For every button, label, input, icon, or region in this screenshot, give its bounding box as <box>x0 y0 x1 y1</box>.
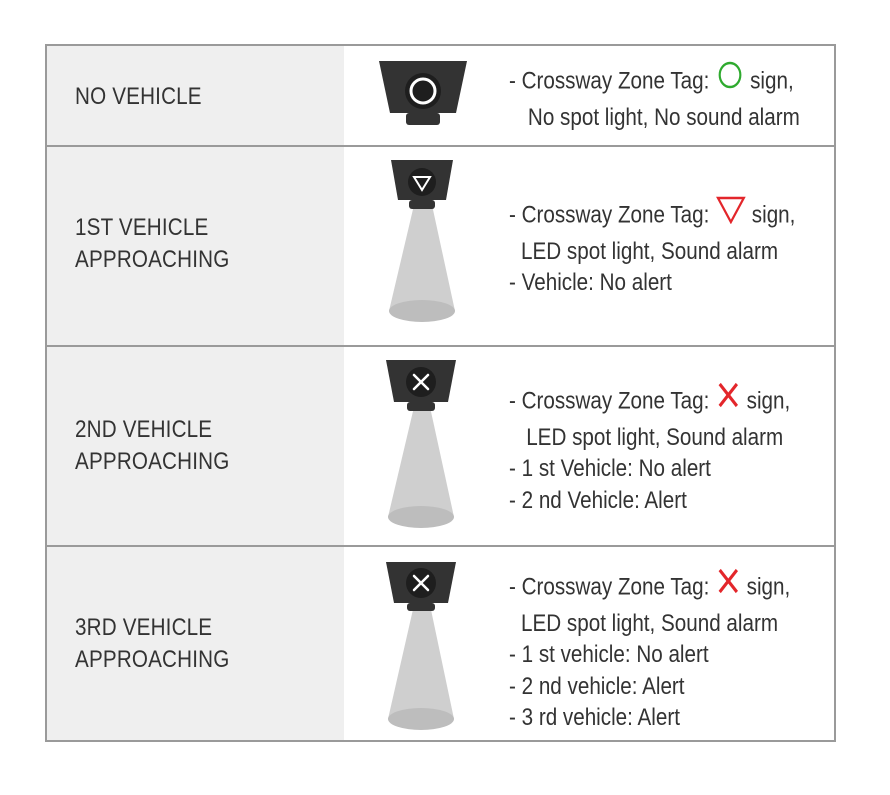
row-label: 1ST VEHICLE <box>75 214 209 241</box>
desc-line: LED spot light, Sound alarm <box>526 423 784 451</box>
row-description <box>509 63 800 133</box>
desc-line: - 3 rd vehicle: Alert <box>509 704 680 731</box>
desc-line: - 1 st Vehicle: No alert <box>509 455 711 482</box>
row-label: 2ND VEHICLE <box>75 416 213 443</box>
desc-prefix: - Crossway Zone Tag: <box>509 573 710 601</box>
desc-line: - Vehicle: No alert <box>509 269 672 296</box>
spot-light-beam <box>389 205 455 311</box>
status-table <box>45 44 836 742</box>
row-label-cell <box>47 46 344 145</box>
row-description <box>509 569 790 734</box>
table-row-no-vehicle <box>47 46 834 145</box>
row-label-cell <box>47 147 344 345</box>
row-description <box>509 197 795 299</box>
desc-line: - 1 st vehicle: No alert <box>509 641 709 668</box>
row-label-cell <box>47 547 344 740</box>
red-triangle-icon <box>715 194 746 233</box>
red-x-icon <box>715 380 741 419</box>
spot-light-beam <box>388 605 454 719</box>
row-description <box>509 383 790 516</box>
table-row-2nd-vehicle <box>47 345 834 545</box>
device-cell <box>344 547 500 740</box>
table-row-1st-vehicle <box>47 145 834 345</box>
zone-tag-device-icon <box>344 347 500 547</box>
spot-light-beam <box>388 407 454 517</box>
zone-tag-device-icon <box>344 547 500 742</box>
red-x-icon <box>715 566 741 605</box>
row-label: APPROACHING <box>75 246 230 273</box>
desc-suffix: sign, <box>751 201 796 229</box>
row-label: APPROACHING <box>75 646 230 673</box>
row-label: 3RD VEHICLE <box>75 614 213 641</box>
desc-line: - 2 nd Vehicle: Alert <box>509 486 687 514</box>
desc-line: - 2 nd vehicle: Alert <box>509 672 685 700</box>
green-circle-icon <box>715 60 744 99</box>
desc-prefix: - Crossway Zone Tag: <box>509 201 710 229</box>
desc-line: No spot light, No sound alarm <box>527 103 800 131</box>
desc-prefix: - Crossway Zone Tag: <box>509 67 710 95</box>
desc-prefix: - Crossway Zone Tag: <box>509 387 710 415</box>
row-label-cell <box>47 347 344 545</box>
device-cell <box>344 46 500 145</box>
desc-suffix: sign, <box>746 573 791 601</box>
row-label: APPROACHING <box>75 448 230 475</box>
desc-line: LED spot light, Sound alarm <box>521 609 779 637</box>
desc-suffix: sign, <box>746 387 791 415</box>
zone-tag-device-icon <box>344 46 500 145</box>
table-row-3rd-vehicle <box>47 545 834 740</box>
device-cell <box>344 347 500 545</box>
row-label: NO VEHICLE <box>75 83 202 110</box>
desc-line: LED spot light, Sound alarm <box>521 237 779 265</box>
device-cell <box>344 147 500 345</box>
desc-suffix: sign, <box>750 67 794 95</box>
zone-tag-device-icon <box>344 147 500 347</box>
